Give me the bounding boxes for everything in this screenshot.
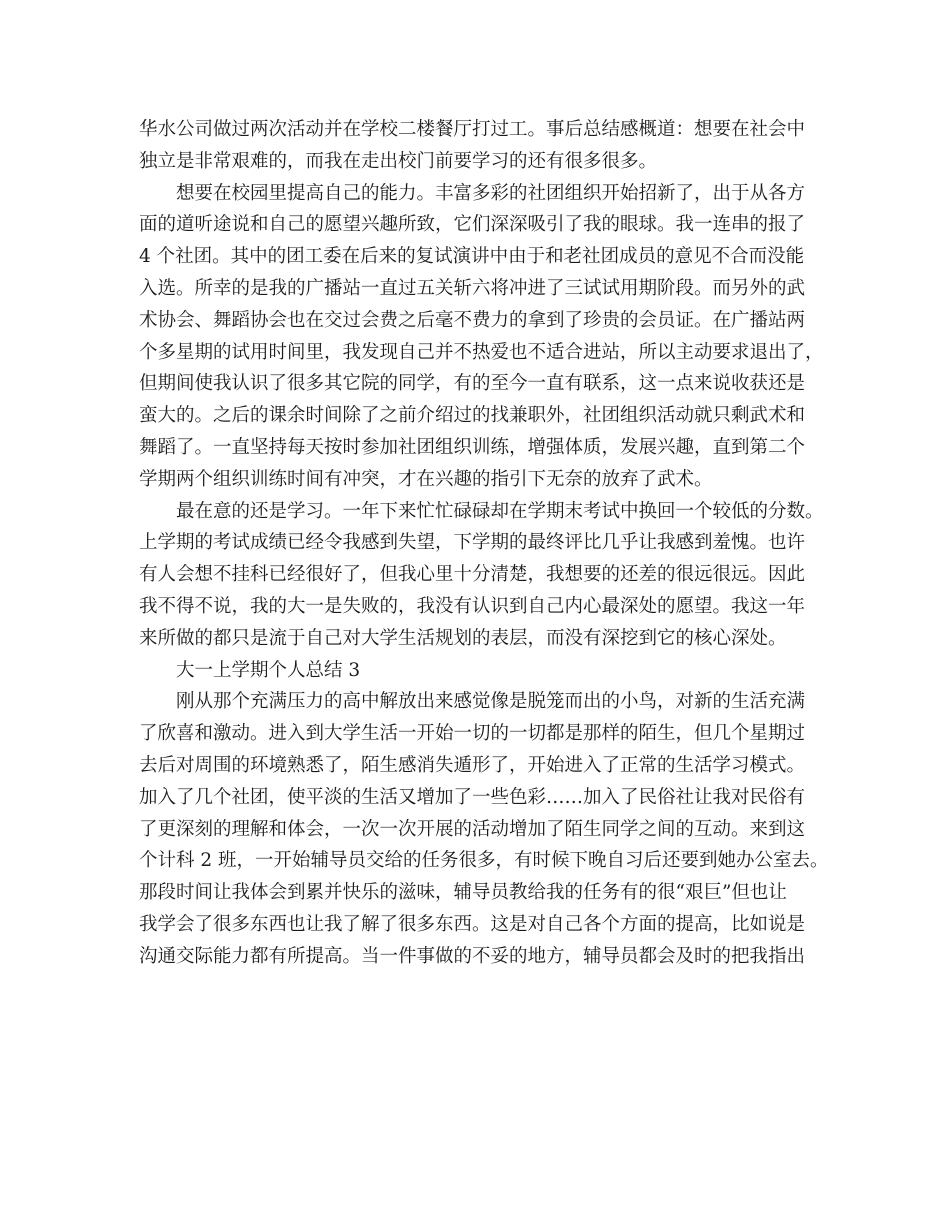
- document-body: [139, 114, 829, 973]
- text-line: 入选。所幸的是我的广播站一直过五关斩六将冲进了三试试用期阶段。而另外的武: [139, 277, 806, 299]
- text-line: 上学期的考试成绩已经令我感到失望，下学期的最终评比几乎让我感到羞愧。也许: [139, 532, 806, 554]
- text-line: 舞蹈了。一直坚持每天按时参加社团组织训练，增强体质，发展兴趣，直到第二个: [139, 436, 806, 458]
- text-line: 学期两个组织训练时间有冲突，才在兴趣的指引下无奈的放弃了武术。: [139, 468, 713, 490]
- text-line: 大一上学期个人总结 3: [176, 659, 361, 681]
- text-line: 有人会想不挂科已经很好了，但我心里十分清楚，我想要的还差的很远很远。因此: [139, 564, 806, 586]
- text-line: 刚从那个充满压力的高中解放出来感觉像是脱笼而出的小鸟，对新的生活充满: [176, 691, 806, 713]
- text-line: 蛮大的。之后的课余时间除了之前介绍过的找兼职外，社团组织活动就只剩武术和: [139, 405, 806, 427]
- text-line: 去后对周围的环境熟悉了，陌生感消失遁形了，开始进入了正常的生活学习模式。: [139, 754, 806, 776]
- text-line: 个计科 2 班，一开始辅导员交给的任务很多，有时候下晚自习后还要到她办公室去。: [139, 850, 829, 872]
- text-line: 那段时间让我体会到累并快乐的滋味，辅导员教给我的任务有的很“艰巨”但也让: [139, 882, 787, 904]
- text-line: 加入了几个社团，使平淡的生活又增加了一些色彩……加入了民俗社让我对民俗有: [139, 786, 806, 808]
- text-line: 了欣喜和激动。进入到大学生活一开始一切的一切都是那样的陌生，但几个星期过: [139, 723, 806, 745]
- text-line: 4 个社团。其中的团工委在后来的复试演讲中由于和老社团成员的意见不合而没能: [139, 246, 805, 268]
- text-line: 想要在校园里提高自己的能力。丰富多彩的社团组织开始招新了，出于从各方: [176, 182, 806, 204]
- text-line: 最在意的还是学习。一年下来忙忙碌碌却在学期末考试中换回一个较低的分数。: [176, 500, 824, 522]
- text-line: 面的道听途说和自己的愿望兴趣所致，它们深深吸引了我的眼球。我一连串的报了: [139, 214, 806, 236]
- text-line: 了更深刻的理解和体会，一次一次开展的活动增加了陌生同学之间的互动。来到这: [139, 818, 806, 840]
- text-line: 华水公司做过两次活动并在学校二楼餐厅打过工。事后总结感概道：想要在社会中: [139, 119, 806, 140]
- text-line: 但期间使我认识了很多其它院的同学，有的至今一直有联系，这一点来说收获还是: [139, 373, 806, 395]
- text-line: 来所做的都只是流于自己对大学生活规划的表层，而没有深挖到它的核心深处。: [139, 627, 787, 649]
- text-line: 个多星期的试用时间里，我发现自己并不热爱也不适合进站，所以主动要求退出了，: [139, 341, 824, 363]
- text-line: 我不得不说，我的大一是失败的，我没有认识到自己内心最深处的愿望。我这一年: [139, 595, 806, 617]
- text-line: 沟通交际能力都有所提高。当一件事做的不妥的地方，辅导员都会及时的把我指出: [139, 945, 806, 967]
- text-line: 独立是非常艰难的，而我在走出校门前要学习的还有很多很多。: [139, 150, 658, 172]
- text-line: 术协会、舞蹈协会也在交过会费之后毫不费力的拿到了珍贵的会员证。在广播站两: [139, 309, 806, 331]
- text-line: 我学会了很多东西也让我了解了很多东西。这是对自己各个方面的提高，比如说是: [139, 913, 806, 935]
